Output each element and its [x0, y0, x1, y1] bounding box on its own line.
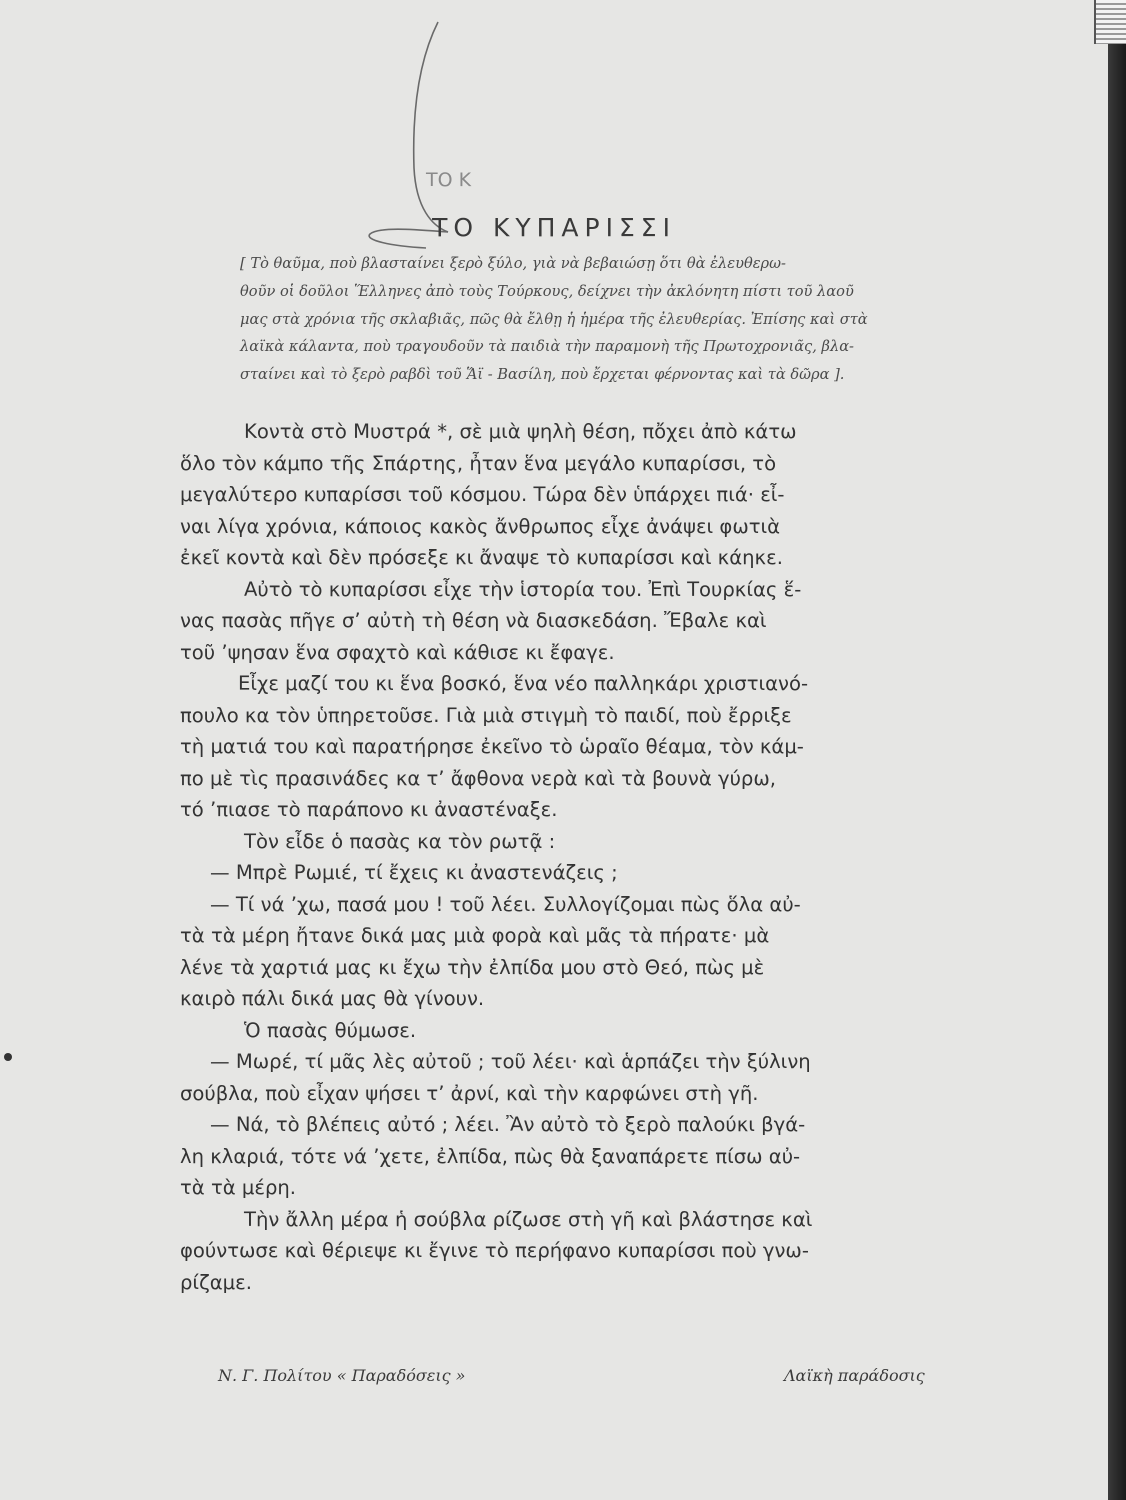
text-line: τὴ ματιά του καὶ παρατήρησε ἐκεῖνο τὸ ὡραῖο θέαμα, τὸν κάμ- [180, 735, 804, 758]
story-text [180, 416, 992, 1298]
text-line: σούβλα, ποὺ εἶχαν ψήσει τ’ ἀρνί, καὶ τὴν καρφώνει στὴ γῆ. [180, 1081, 759, 1105]
text-line: Εἶχε μαζί του κι ἕνα βοσκό, ἕνα νέο παλληκάρι χριστιανό- [238, 672, 809, 695]
intro-line: [ Τὸ θαῦμα, ποὺ βλασταίνει ξερὸ ξύλο, γιὰ νὰ βεβαιώσῃ ὅτι θὰ ἐλευθερω- [240, 255, 786, 272]
dialogue-line: — Νά, τὸ βλέπεις αὐτό ; λέει. Ἂν αὐτὸ τὸ ξερὸ παλούκι βγά- [210, 1113, 806, 1136]
intro-line: θοῦν οἱ δοῦλοι Ἕλληνες ἀπὸ τοὺς Τούρκους, δείχνει τὴν ἀκλόνητη πίστι τοῦ λαοῦ [240, 282, 854, 300]
text-line: φούντωσε καὶ θέριεψε κι ἔγινε τὸ περήφανο κυπαρίσσι ποὺ γνω- [180, 1239, 809, 1262]
text-line: καιρὸ πάλι δικά μας θὰ γίνουν. [180, 987, 485, 1010]
intro-note [240, 250, 985, 389]
pencil-annotation [350, 18, 490, 288]
text-line: Ὁ πασὰς θύμωσε. [244, 1018, 417, 1042]
text-line: λένε τὰ χαρτιά μας κι ἔχω τὴν ἐλπίδα μου στὸ Θεό, πὼς μὲ [180, 955, 765, 979]
text-line: ναι λίγα χρόνια, κάποιος κακὸς ἄνθρωπος εἶχε ἀνάψει φωτιὰ [180, 514, 781, 538]
intro-line: σταίνει καὶ τὸ ξερὸ ραβδὶ τοῦ Ἅϊ - Βασίλη, ποὺ ἔρχεται φέρνοντας καὶ τὰ δῶρα ]. [240, 366, 845, 384]
text-line: Τὴν ἄλλη μέρα ἡ σούβλα ρίζωσε στὴ γῆ καὶ βλάστησε καὶ [244, 1207, 813, 1231]
text-line: Αὐτὸ τὸ κυπαρίσσι εἶχε τὴν ἱστορία του. Ἐπὶ Τουρκίας ἕ- [244, 577, 802, 601]
text-line: νας πασὰς πῆγε σ’ αὐτὴ τὴ θέση νὰ διασκεδάση. Ἔβαλε καὶ [180, 609, 767, 632]
page-title: ΤΟ ΚΥΠΑΡΙΣΣΙ [432, 212, 676, 242]
text-line: μεγαλύτερο κυπαρίσσι τοῦ κόσμου. Τώρα δὲν ὑπάρχει πιά· εἶ- [180, 483, 785, 506]
text-line: τὰ τὰ μέρη. [180, 1176, 297, 1199]
page-speck [4, 1053, 12, 1061]
page-edge-tab [1094, 0, 1126, 44]
text-line: τὰ τὰ μέρη ἤτανε δικά μας μιὰ φορὰ καὶ μᾶς τὰ πήρατε· μὰ [180, 924, 770, 947]
dialogue-line: — Μπρὲ Ρωμιέ, τί ἔχεις κι ἀναστενάζεις ; [210, 861, 618, 884]
dialogue-line: — Τί νά ’χω, πασά μου ! τοῦ λέει. Συλλογίζομαι πὼς ὅλα αὐ- [210, 892, 801, 916]
text-line: τοῦ ’ψησαν ἕνα σφαχτὸ καὶ κάθισε κι ἔφαγε. [180, 640, 615, 664]
text-line: πουλο κα τὸν ὑπηρετοῦσε. Γιὰ μιὰ στιγμὴ τὸ παιδί, ποὺ ἔρριξε [180, 703, 792, 727]
text-line: ρίζαμε. [180, 1270, 252, 1294]
book-cover-edge [1108, 0, 1126, 1500]
text-line: πο μὲ τὶς πρασινάδες κα τ’ ἄφθονα νερὰ καὶ τὰ βουνὰ γύρω, [180, 766, 776, 790]
genre-label: Λαϊκὴ παράδοσις [784, 1366, 925, 1385]
intro-line: λαϊκὰ κάλαντα, ποὺ τραγουδοῦν τὰ παιδιὰ τὴν παραμονὴ τῆς Πρωτοχρονιᾶς, βλα- [240, 338, 854, 356]
text-line: ἐκεῖ κοντὰ καὶ δὲν πρόσεξε κι ἄναψε τὸ κυπαρίσσι καὶ κάηκε. [180, 546, 783, 569]
text-line: ὅλο τὸν κάμπο τῆς Σπάρτης, ἦταν ἕνα μεγάλο κυπαρίσσι, τὸ [180, 451, 777, 475]
source-attribution: Ν. Γ. Πολίτου « Παραδόσεις » [218, 1366, 466, 1385]
text-line: λη κλαριά, τότε νά ’χετε, ἐλπίδα, πὼς θὰ ξαναπάρετε πίσω αὐ- [180, 1144, 801, 1168]
text-line: Κοντὰ στὸ Μυστρά *, σὲ μιὰ ψηλὴ θέση, πὄχει ἀπὸ κάτω [244, 420, 797, 443]
dialogue-line: — Μωρέ, τί μᾶς λὲς αὐτοῦ ; τοῦ λέει· καὶ ἁρπάζει τὴν ξύλινη [210, 1050, 811, 1073]
text-line: Τὸν εἶδε ὁ πασὰς κα τὸν ρωτᾷ : [244, 829, 556, 853]
text-line: τό ’πιασε τὸ παράπονο κι ἀναστέναξε. [180, 798, 558, 821]
intro-line: μας στὰ χρόνια τῆς σκλαβιᾶς, πῶς θὰ ἔλθῃ ἡ ἡμέρα τῆς ἐλευθερίας. Ἐπίσης καὶ στὰ [240, 310, 868, 328]
pencil-note: ΤΟ Κ [426, 169, 472, 191]
